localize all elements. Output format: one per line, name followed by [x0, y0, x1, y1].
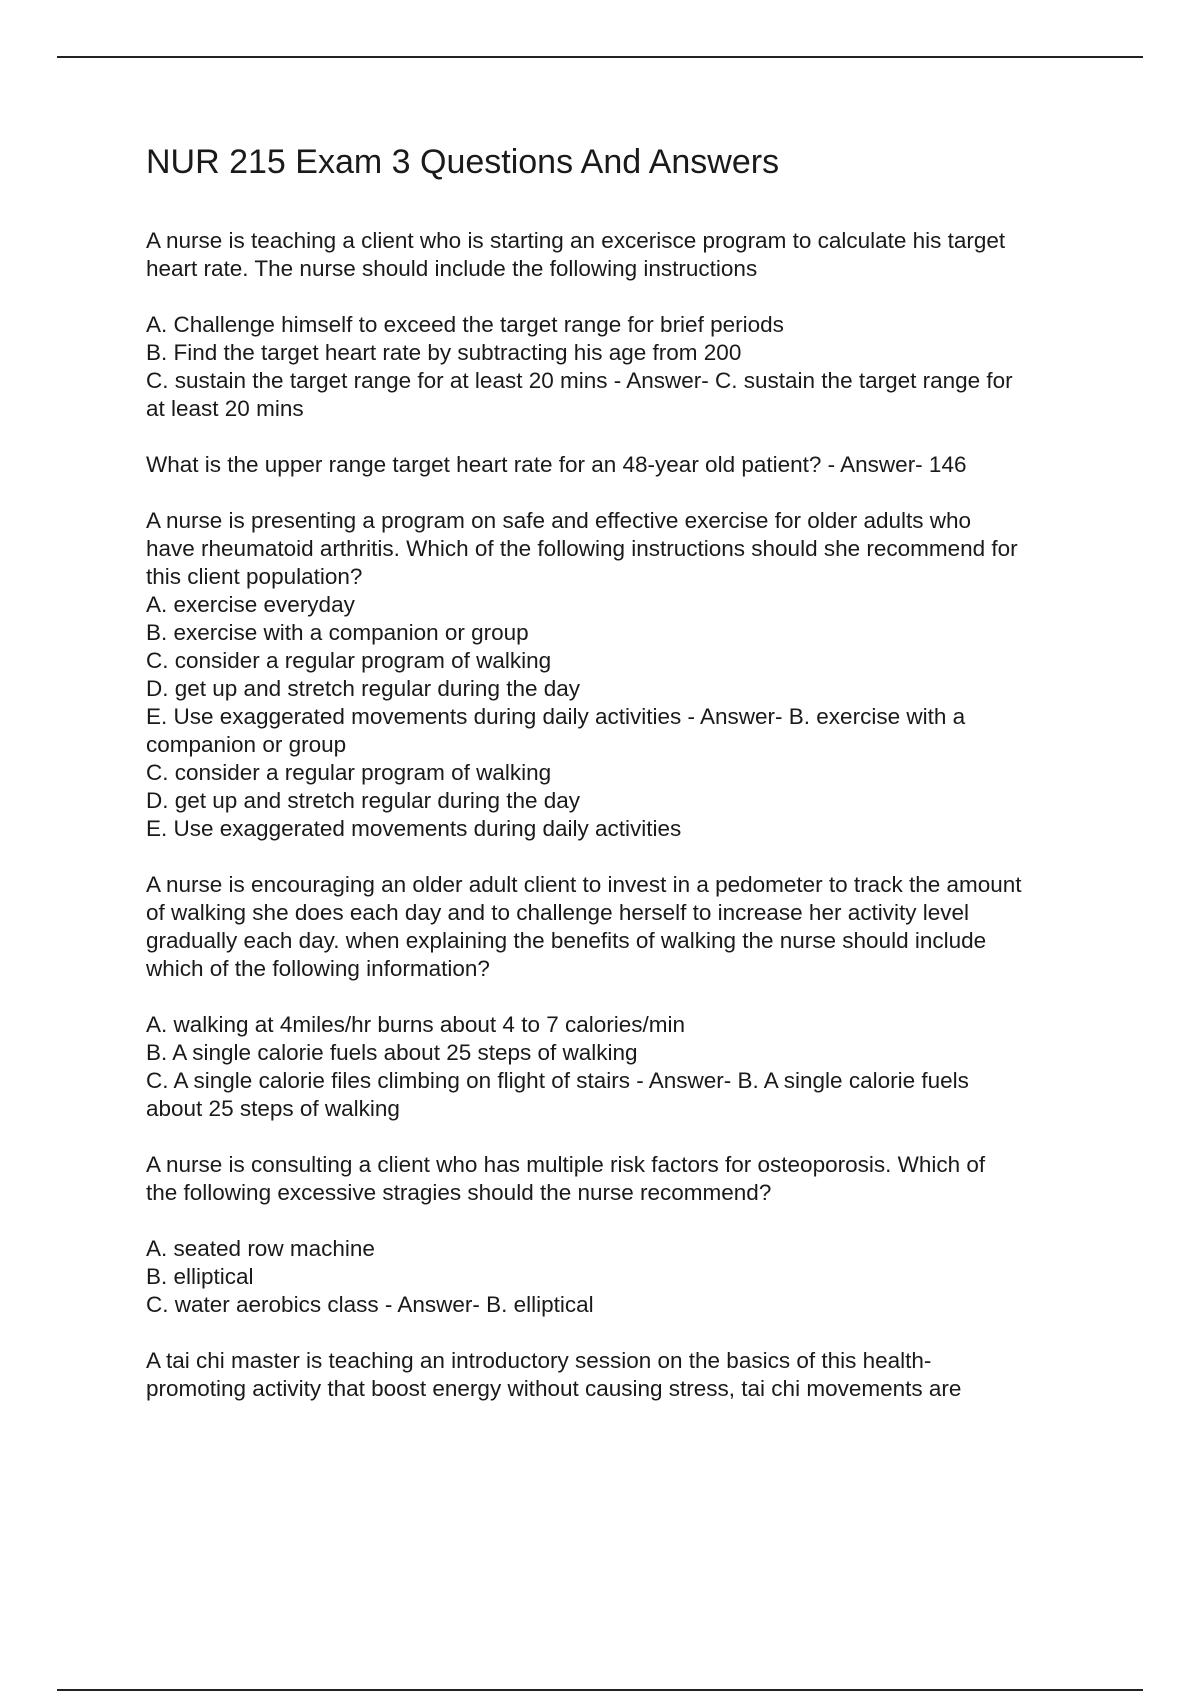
bottom-rule [57, 1689, 1143, 1691]
text-line: A. Challenge himself to exceed the target range for brief periods [146, 312, 784, 337]
text-line: about 25 steps of walking [146, 1096, 400, 1121]
text-line: E. Use exaggerated movements during daily activities - Answer- B. exercise with a [146, 704, 966, 729]
text-line: What is the upper range target heart rate for an 48-year old patient? - Answer- 146 [146, 452, 967, 477]
answer-options-block [146, 1235, 1106, 1319]
text-line: B. Find the target heart rate by subtracting his age from 200 [146, 340, 742, 365]
document-title: NUR 215 Exam 3 Questions And Answers [146, 143, 780, 181]
text-line: C. A single calorie files climbing on flight of stairs - Answer- B. A single calorie fuels [146, 1068, 969, 1093]
text-line: A. seated row machine [146, 1236, 375, 1261]
text-line: which of the following information? [146, 956, 490, 981]
text-line: gradually each day. when explaining the benefits of walking the nurse should include [146, 928, 987, 953]
text-line: B. elliptical [146, 1264, 254, 1289]
text-line: A nurse is presenting a program on safe and effective exercise for older adults who [146, 508, 972, 533]
text-line: B. exercise with a companion or group [146, 620, 529, 645]
answer-options-block [146, 1011, 1106, 1123]
text-line: C. water aerobics class - Answer- B. elliptical [146, 1292, 594, 1317]
question-block [146, 1151, 1106, 1207]
question-block [146, 227, 1106, 283]
text-line: A nurse is encouraging an older adult client to invest in a pedometer to track the amount [146, 872, 1022, 897]
top-rule [57, 56, 1143, 58]
text-line: promoting activity that boost energy without causing stress, tai chi movements are [146, 1376, 962, 1401]
text-line: the following excessive stragies should the nurse recommend? [146, 1180, 772, 1205]
question-block [146, 451, 1106, 479]
text-line: heart rate. The nurse should include the following instructions [146, 256, 758, 281]
text-line: companion or group [146, 732, 347, 757]
text-line: A nurse is teaching a client who is starting an excerisce program to calculate his target [146, 228, 1006, 253]
text-line: C. consider a regular program of walking [146, 760, 552, 785]
text-line: A. walking at 4miles/hr burns about 4 to 7 calories/min [146, 1012, 686, 1037]
text-line: A. exercise everyday [146, 592, 355, 617]
text-line: C. sustain the target range for at least 20 mins - Answer- C. sustain the target range for [146, 368, 1013, 393]
text-line: D. get up and stretch regular during the day [146, 676, 581, 701]
text-line: of walking she does each day and to challenge herself to increase her activity level [146, 900, 969, 925]
text-line: at least 20 mins [146, 396, 304, 421]
question-block [146, 871, 1106, 983]
text-line: B. A single calorie fuels about 25 steps of walking [146, 1040, 638, 1065]
document-body [146, 140, 1106, 1431]
text-line: C. consider a regular program of walking [146, 648, 552, 673]
text-line: A nurse is consulting a client who has multiple risk factors for osteoporosis. Which of [146, 1152, 986, 1177]
question-block [146, 507, 1106, 843]
text-line: A tai chi master is teaching an introductory session on the basics of this health- [146, 1348, 932, 1373]
text-line: this client population? [146, 564, 363, 589]
answer-options-block [146, 311, 1106, 423]
text-line: E. Use exaggerated movements during daily activities [146, 816, 682, 841]
question-block [146, 1347, 1106, 1403]
text-line: have rheumatoid arthritis. Which of the following instructions should she recommend for [146, 536, 1018, 561]
text-line: D. get up and stretch regular during the day [146, 788, 581, 813]
